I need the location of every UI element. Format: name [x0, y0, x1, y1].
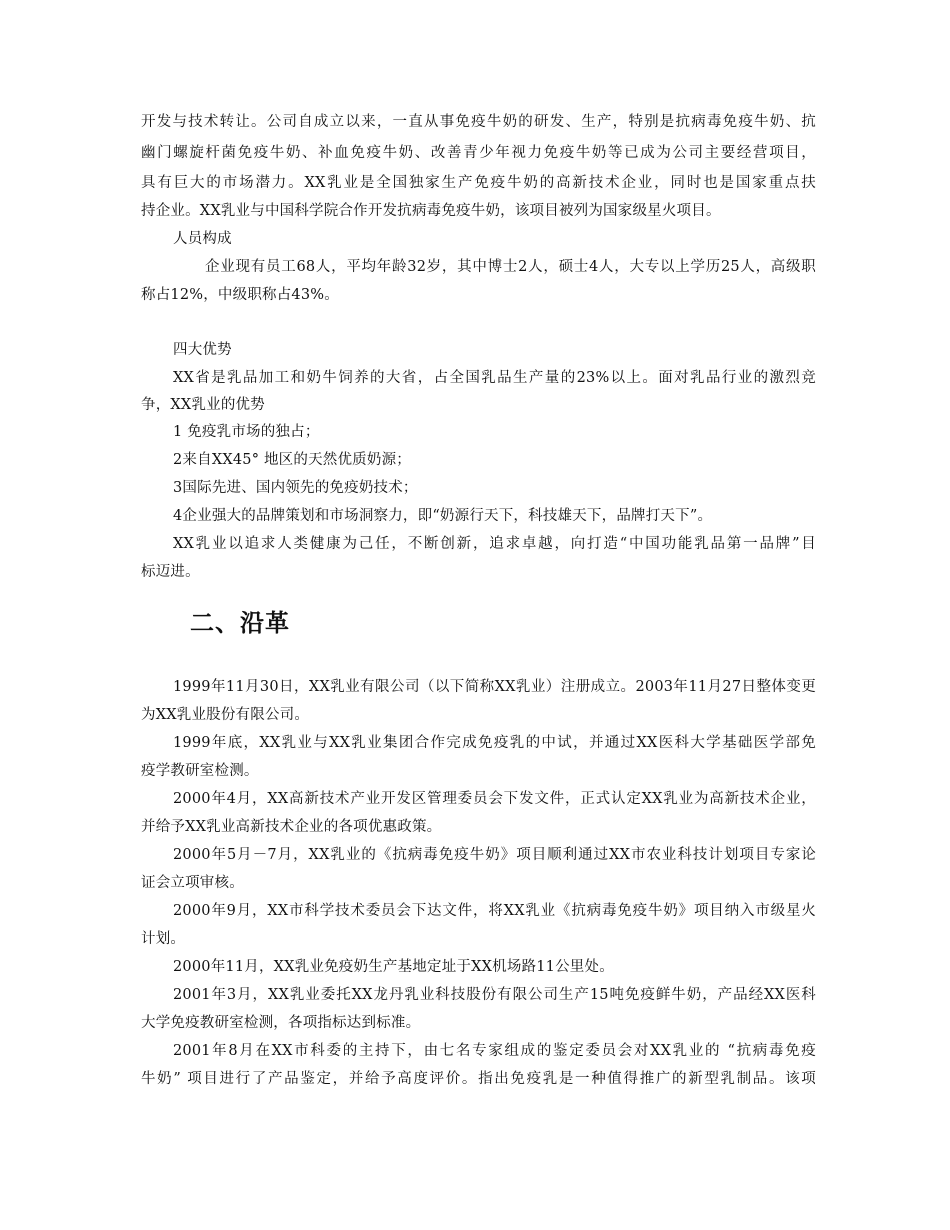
history-line: 为XX乳业股份有限公司。	[141, 707, 310, 723]
personnel-line: 企业现有员工68人，平均年龄32岁，其中博士2人，硕士4人，大专以上学历25人，高级职	[205, 259, 816, 275]
intro-line: 幽门螺旋杆菌免疫牛奶、补血免疫牛奶、改善青少年视力免疫牛奶等已成为公司主要经营项目，	[141, 145, 816, 161]
history-line: 证会立项审核。	[141, 875, 244, 891]
advantages-title: 四大优势	[173, 342, 232, 358]
personnel-line: 称占12%，中级职称占43%。	[141, 287, 339, 303]
history-line: 大学免疫教研室检测，各项指标达到标准。	[141, 1015, 421, 1031]
history-line: 2001年3月，XX乳业委托XX龙丹乳业科技股份有限公司生产15吨免疫鲜牛奶，产品经XX医科	[173, 987, 816, 1003]
history-line: 牛奶” 项目进行了产品鉴定，并给予高度评价。指出免疫乳是一种值得推广的新型乳制品。该项	[141, 1071, 816, 1087]
advantage-item: 4企业强大的品牌策划和市场洞察力，即“奶源行天下，科技雄天下，品牌打天下”。	[173, 508, 713, 524]
history-line: 1999年11月30日，XX乳业有限公司（以下简称XX乳业）注册成立。2003年11月27日整体变更	[173, 679, 816, 695]
advantages-line: XX省是乳品加工和奶牛饲养的大省，占全国乳品生产量的23%以上。面对乳品行业的激烈竞	[173, 370, 816, 386]
intro-line: 具有巨大的市场潜力。XX乳业是全国独家生产免疫牛奶的高新技术企业，同时也是国家重点扶	[141, 175, 816, 191]
intro-line: 持企业。XX乳业与中国科学院合作开发抗病毒免疫牛奶，该项目被列为国家级星火项目。	[141, 203, 721, 219]
history-line: 2000年11月，XX乳业免疫奶生产基地定址于XX机场路11公里处。	[173, 959, 614, 975]
advantage-item: 1 免疫乳市场的独占；	[173, 424, 320, 440]
history-line: 1999年底，XX乳业与XX乳业集团合作完成免疫乳的中试，并通过XX医科大学基础医学部免	[173, 735, 816, 751]
advantages-line: XX乳业以追求人类健康为己任，不断创新，追求卓越，向打造“中国功能乳品第一品牌”目	[173, 536, 816, 552]
history-line: 计划。	[141, 931, 186, 947]
history-line: 2000年9月，XX市科学技术委员会下达文件，将XX乳业《抗病毒免疫牛奶》项目纳入市级星火	[173, 903, 816, 919]
section-heading: 二、沿革	[190, 609, 290, 637]
history-line: 2001年8月在XX市科委的主持下，由七名专家组成的鉴定委员会对XX乳业的 “抗病毒免疫	[173, 1043, 816, 1059]
history-line: 2000年4月，XX高新技术产业开发区管理委员会下发文件，正式认定XX乳业为高新技术企业，	[173, 791, 816, 807]
personnel-title: 人员构成	[173, 231, 232, 247]
advantages-line: 争，XX乳业的优势	[141, 397, 265, 413]
advantages-line: 标迈进。	[141, 564, 200, 580]
advantage-item: 2来自XX45° 地区的天然优质奶源；	[173, 452, 411, 468]
history-line: 2000年5月－7月，XX乳业的《抗病毒免疫牛奶》项目顺利通过XX市农业科技计划项目专家论	[173, 847, 816, 863]
history-line: 疫学教研室检测。	[141, 763, 259, 779]
intro-line: 开发与技术转让。公司自成立以来，一直从事免疫牛奶的研发、生产，特别是抗病毒免疫牛奶、抗	[141, 114, 816, 130]
advantage-item: 3国际先进、国内领先的免疫奶技术；	[173, 480, 418, 496]
history-line: 并给予XX乳业高新技术企业的各项优惠政策。	[141, 819, 442, 835]
